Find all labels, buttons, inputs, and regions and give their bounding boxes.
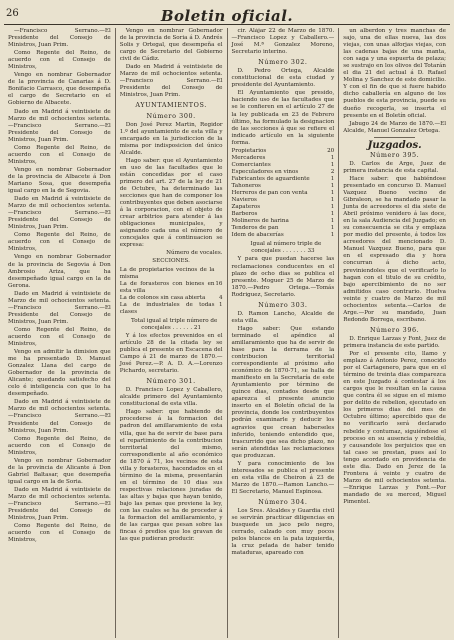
notice-number: Número 302.	[258, 58, 308, 67]
columns	[4, 28, 450, 638]
paragraph: Dado en Madrid á veintisiete de Marzo de mil ochocientos setenta. —Francisco Serrano.—El Presidente del Consejo de Ministros, Juan Prim.	[8, 399, 111, 434]
paragraph: Como Regente del Reino, de acuerdo con el Consejo de Ministros,	[8, 326, 111, 348]
notice-number: Número 301.	[146, 377, 196, 386]
list-item-label: Mercaderes	[231, 154, 266, 161]
paragraph: D. Francisco Lopez y Caballero, alcalde primero del Ayuntamiento constitucional de esta villa.	[119, 387, 223, 408]
paragraph: Vengo en admitir la dimision que me ha presentado D. Manuel Gonzalez Llana del cargo de Gobernador de la provincia de Alicante; quedando satisfecho del celo é inteligencia con que lo ha desempeñado.	[8, 349, 111, 398]
list-item	[232, 176, 335, 183]
list-item	[120, 281, 223, 295]
list-item-value: 1	[330, 190, 335, 197]
paragraph: Vengo en nombrar Gobernador de la provincia de Albacete á Don Mariano Sosa, que desempeña igual cargo en la de Segovia.	[8, 166, 111, 195]
list-item-value: 1	[330, 225, 335, 232]
notice-number: Número 303.	[258, 300, 308, 309]
list-item-value: 1	[218, 301, 223, 308]
list-item-label: La de forasteros con bienes en esta villa	[119, 280, 215, 294]
column-4	[338, 28, 450, 638]
list-item-value: 4	[218, 294, 223, 301]
paragraph: Como Regente del Reino, de acuerdo con el Consejo de Ministros,	[8, 232, 111, 253]
paragraph: —Francisco Serrano.—El Presidente del Consejo de Ministros, Juan Prim.	[8, 28, 111, 49]
section-heading: AYUNTAMIENTOS.	[135, 101, 207, 110]
list-item-label: Molineros de harina	[231, 218, 289, 225]
notice-number: Número 396.	[369, 325, 420, 334]
divider	[374, 137, 415, 138]
paragraph: Dado en Madrid á veintisiete de Marzo de mil ochocientos setenta. —Francisco Serrano.—El Presidente del Consejo de Ministros, Juan Prim.	[8, 290, 111, 325]
list-item-label: La de industriales de todas clases	[119, 301, 215, 315]
paragraph: D. Ramon Lancho, Alcalde de esta villa.	[231, 310, 335, 324]
list-item-value: 16	[215, 280, 223, 287]
paragraph: Como Regente del Reino, de acuerdo con el Consejo de Ministros,	[8, 435, 111, 456]
paragraph: Como Regente del Reino, de acuerdo con el Consejo de Ministros,	[8, 50, 111, 71]
list-item-label: Barberos	[231, 211, 258, 218]
list-item	[232, 183, 335, 190]
paragraph: D. Carlos de Arge, Juez de primera instancia de esta capital.	[343, 160, 446, 174]
notice-number: Número 395.	[369, 150, 420, 159]
paragraph: Jabugo 24 de Marzo de 1870.—El Alcalde, Manuel Gonzalez Ortega.	[343, 120, 446, 134]
paragraph: Hago saber: que el Ayuntamiento en uso de las facultades que le están concedidas por el caso primero del art. 27 de la ley de 21 de Octubre, ha determinado las secciones que han de componer los contribuyentes que deben asociarse á la corporacion, con el objeto de crear arbitrios para atender á las obligaciones municipales, y asignando cada una el número de concejales que á continuacion se expresa:	[119, 157, 223, 249]
list-item-value: 1	[330, 175, 335, 182]
paragraph: Vengo en nombrar Gobernador de la provincia de Soria á D. Andrés Solis y Ortegal, que desempeña el cargo de Secretario del Gobierno civil de Cádiz.	[119, 28, 223, 63]
paragraph: un alberdon y tres manchas de sajo, una de ellas nueva, las dos viejas, con unas alforjas viejas, con las cadenas bajas de una manta, con saga y una espuerta de pelaza; se sustrajo en los olivos del Totarán el dia 21 del actual á D. Rafael Molina y Sanchez de este domicilio. Y con el fin de que si fuere habido dicho caballería en alguno de los pueblos de esta provincia, puede su dueño recogerla, se inserta el presente en el Boletín oficial.	[343, 28, 446, 119]
list-item-value: 1	[330, 232, 335, 239]
list-item-value: 1	[330, 182, 335, 189]
section-heading: Juzgados.	[367, 139, 422, 151]
paragraph: Hace saber: que habiéndose presentado en concurso D. Manuel Vazquez Bueno vecino de Gibraleon, se ha mandado pasar la Junta de acreedores el dia siete de Abril próximo venidero á las doce, en la sala Audiencia del Juzgado; en su consecuencia se cita y emplaza por medio del presente, á todos los acreedores del mencionado D. Manuel Vazquez Bueno, para que en el espresado dia y hora concurran á dicho acto, previniendoles que el verificarlo lo hagan con el titulo de su crédito, bajo apercibimiento de no ser admitidos caso contrario. Huelva veinte y cuatro de Marzo de mil ochocientos setenta.—Carlos de Arge.—Por su mandado, Juan Redondo Borrega, escribano.	[343, 175, 446, 323]
list-item-label: La de propietarios vecinos de la misma	[119, 266, 215, 280]
paragraph: cir. Alájar 22 de Marzo de 1870.—Francisco Lopez y Caballero.—José M.ª Gonzalez Moreno, Secretario interino.	[231, 28, 335, 56]
list-item-value: 1	[330, 161, 335, 168]
item-list	[120, 267, 223, 316]
paragraph: Como Regente del Reino, de acuerdo con el Consejo de Ministros,	[8, 523, 111, 544]
total-line: Total igual al triple número de concejales . . . . . . 21	[130, 317, 218, 331]
list-item-label: Herreros de pan con venta	[231, 190, 308, 197]
item-list	[232, 148, 335, 240]
paragraph: Los Sres. Alcaldes y Guardia civil se servirán practicar diligencias en busquede un jaco pelo negro, cerrado, calzado con muy pocos pelos blancos en la pata izquierda, la cruz pelada de haber tenido mataduras, apareado con	[231, 508, 335, 557]
paragraph: Hago saber: que habiendo de procederse á la formacion del padron del amillaramiento de esta villa, que ha de servir de base para el repartimiento de la contribucion territorial del mismo, correspondiente al año económico de 1870 á 71, los vecinos de esta villa y forasteros, hacendados en el término de la misma, presentarán en el término de 10 dias sus respectivas relaciones juradas de las altas y bajas que hayan tenido, bajo las penas que previene la ley, con las cuales se ha de proceder á la formacion del amillaramiento, y de las cargas que pesan sobre las fincas ó predios que los gravan de las que pudieran producir.	[119, 409, 223, 543]
list-item-label: Tahoneros	[231, 182, 261, 189]
paragraph: Y á los efectos prevenidos en el artículo 28 de la citada ley se publica el presente en Escacena del Campo á 21 de marzo de 1870.—José Perez.—P. A. D. A.—Lorenzo Pichardo, secretario.	[119, 332, 223, 375]
list-item	[232, 211, 335, 218]
list-item-value: 2	[330, 168, 335, 175]
header-rule	[4, 24, 450, 25]
notice-number: Número 304.	[258, 498, 308, 506]
list-item	[120, 267, 223, 281]
list-item	[120, 295, 223, 302]
list-item-value: 1	[330, 204, 335, 211]
list-item	[232, 218, 335, 225]
list-item-label: Navieros	[231, 197, 257, 204]
list-item	[232, 169, 335, 176]
paragraph: Vengo en nombrar Gobernador de la provincia de Alicante á Don Gabriel Baltasar, que desempeña igual cargo en la de Soria.	[8, 457, 111, 485]
list-item	[120, 302, 223, 316]
paragraph: D. Enrique Larzas y Font, Juez de primera instancia de este partido.	[343, 335, 446, 349]
paragraph: Dado en Madrid á veintisiete de Marzo de mil ochocientos setenta. —Francisco Serrano.—El Presidente del Consejo de Ministros, Juan Prim.	[8, 196, 111, 231]
list-item-value: 1	[330, 197, 335, 204]
list-item-value: 1	[330, 211, 335, 218]
paragraph: Y para conocimiento de los interesados se publica el presente en esta villa de Cheiron á 23 de Marzo de 1870.—Ramon Lancho.—El Secretario, Manuel Espinosa.	[231, 460, 335, 495]
list-item	[232, 148, 335, 155]
paragraph: Vengo en nombrar Gobernador de la provincia de Canarias á D. Bonifacio Carrasco, que desempeña el cargo de Secretario en el Gobierno de Albacete.	[8, 72, 111, 107]
list-item	[232, 162, 335, 169]
notice-number: Número 300.	[146, 111, 196, 120]
list-item	[232, 204, 335, 211]
list-item-label: La de colonos sin casa abierta	[119, 294, 206, 301]
paragraph: Como Regente del Reino, de acuerdo con el Consejo de Ministros,	[8, 144, 111, 165]
list-item-label: Comerciantes	[231, 161, 271, 168]
column-2	[115, 28, 227, 638]
list-item-label: Idem de abacerías	[231, 232, 284, 239]
list-item-value	[215, 267, 223, 281]
page-number: 26	[6, 8, 19, 19]
list-item-label: Especuladores en vinos	[231, 168, 299, 175]
list-item	[232, 232, 335, 239]
list-item-value: 20	[327, 147, 335, 154]
list-item-label: Tenderos de pan	[231, 225, 279, 232]
list-item-value: 1	[330, 154, 335, 161]
list-item	[232, 155, 335, 162]
paragraph: El Ayuntamiento que presido, haciendo uso de las facultades que se le confieren en el artículo 27 de la ley publicada en 23 de Febrero último, ha formulado la designacion de las secciones á que se refiere el indicado artículo en la siguiente forma.	[231, 90, 335, 146]
list-item	[232, 190, 335, 197]
list-item	[232, 197, 335, 204]
column-3	[227, 28, 339, 638]
sections-label: SECCIONES.	[152, 258, 190, 265]
list-item-label: Propietarios	[231, 147, 267, 154]
paragraph: Dado en Madrid á veintisiete de Marzo de mil ochocientos setenta. —Francisco Serrano.—El Presidente del Consejo de Ministros, Juan Prim.	[8, 108, 111, 143]
paragraph: Dado en Madrid á veintisiete de Marzo de mil ochocientos setenta. —Francisco Serrano.—El Presidente del Consejo de Ministros, Juan Prim.	[119, 64, 223, 99]
total-line: Igual al número triple de concejales . . . . . . . 33	[250, 241, 322, 255]
list-item-label: Zapateros	[231, 204, 261, 211]
column-1	[4, 28, 115, 638]
paragraph: Vengo en nombrar Gobernador de la provincia de Segovia á Don Ambrosio Ariza, que ha desempeñado igual cargo en la de Gerona.	[8, 254, 111, 289]
paragraph: Don José Perez Martin, Regidor 1.º del ayuntamiento de esta villa y encargado en la jurisdiccion de la misma por indisposicion del único Alcalde.	[119, 121, 223, 156]
paragraph: Dado en Madrid á veintisiete de Marzo de mil ochocientos setenta. —Francisco Serrano.—El Presidente del Consejo de Ministros, Juan Prim.	[8, 486, 111, 522]
paragraph: Hago saber: Que estando terminado el apéndice al amillaramiento que ha de servir de base para la derrama de la contribucion territorial correspondiente al próximo año económico de 1870-71, se halla de manifiesto en la Secretaría de este Ayuntamiento por término de quince dias, contados desde que aparezca el presente anuncio inserto en el Boletín oficial de la provincia, donde los contribuyentes podrán examinarle y deducir los agravios que crean haberseles inferido, teniendo entendido que, trascurrido que sea dicho plazo, no serán atendidas las reclamaciones que produzcan.	[231, 325, 335, 459]
list-item-label: Fabricantes de aguardiente	[231, 175, 310, 182]
paragraph: D. Pedro Ortega, Alcalde constitucional de esta ciudad y presidente del Ayuntamiento.	[231, 68, 335, 89]
list-item-value: 1	[330, 218, 335, 225]
paragraph: Por el presente cito, llamo y emplazo á Antonio Perez, conocido por el Cartagenero, para que en el término de treinta dias comparezca en este Juzgado á contestar á los cargos que le resultan en la causa que contra él se sigue en el mismo por delito de rebelion, ejecutado en los primeros dias del mes de Octubre último; apercibido que de no verificarlo será declarado rebelde y contumaz, siguiéndose el proceso en su ausencia y rebeldía, y causandole los perjuicios que en tal caso se prestan, pues así lo tengo acordado en providencia de este dia. Dado en Jerez de la Frontera á veinte y cuatro de Marzo de mil ochocientos setenta.—Enrique Larzas y Font.—Por mandado de su merced, Miguel Pimentel.	[343, 351, 446, 505]
page-title: Boletin oficial.	[160, 7, 294, 25]
table-header: Número de vocales.	[166, 250, 223, 257]
page-header	[0, 4, 454, 26]
paragraph: Y para que puedan hacerse las reclamaciones conducentes en el plazo de ocho dias se publica el presente. Moguer 25 de Marzo de 1870.—Pedro Ortega.—Tomás Rodriguez, Secretario.	[231, 256, 335, 298]
